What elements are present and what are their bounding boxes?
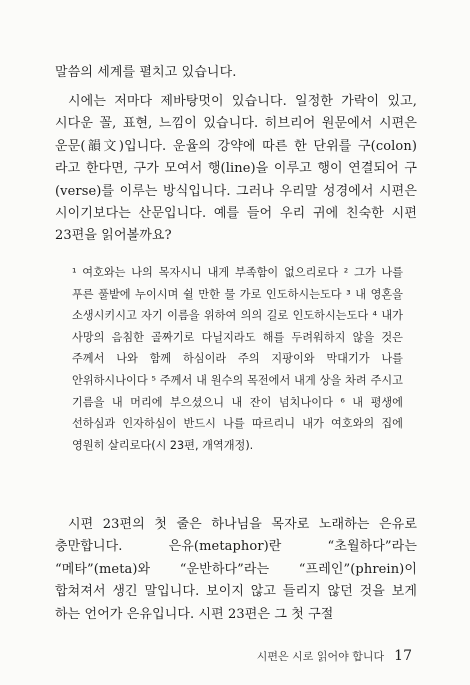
psalm-23-quotation: ¹ 여호와는 나의 목자시니 내게 부족함이 없으리로다 ² 그가 나를 푸른 풀밭에 누이시며 쉴 만한 물 가로 인도하시는도다 ³ 내 영혼을 소생시키시고 자기 이름을 위하여 의의 길로 인도하시는도다 ⁴ 내가 사망의 음침한 골짜기로 다닐지라도 해를 두려워하지 않을 것은 주께서 나와 함께 하심이라 주의 지팡이와 막대기가 나를 안위하시나이다 ⁵ 주께서 내 원수의 목전에서 내게 상을 차려 주시고 기름을 내 머리에 부으셨으니 내 잔이 넘치나이다 ⁶ 내 평생에 선하심과 인자하심이 반드시 나를 따르리니 내가 여호와의 집에 영원히 살리로다(시 23편, 개역개정). [72, 266, 403, 452]
page-footer [257, 648, 412, 664]
paragraph-metaphor: 시편 23편의 첫 줄은 하나님을 목자로 노래하는 은유로 충만합니다. 은유(metaphor)란 “초월하다”라는 “메타”(meta)와 “운반하다”라는 “프레인”(phrein)이 합쳐져서 생긴 말입니다. 보이지 않고 들리지 않던 것을 보게 하는 언어가 은유입니다. 시편 23편은 그 첫 구절 [55, 517, 417, 622]
running-title: 시편은 시로 읽어야 합니다 [256, 650, 385, 663]
paragraph-poetry-form: 시에는 저마다 제바탕멋이 있습니다. 일정한 가락이 있고, 시다운 꼴, 표현, 느낌이 있습니다. 히브리어 원문에서 시편은 운문(韻文)입니다. 운율의 강약에 따른 한 단위를 구(colon)라고 한다면, 구가 모여서 행(line)을 이루고 행이 연결되어 구(verse)를 이루는 방식입니다. 그러나 우리말 성경에서 시편은 시이기보다는 산문입니다. 예를 들어 우리 귀에 친숙한 시편 23편을 읽어볼까요? [55, 94, 417, 244]
paragraph-continuation: 말씀의 세계를 펼치고 있습니다. [55, 65, 237, 80]
page-number: 17 [394, 648, 412, 664]
